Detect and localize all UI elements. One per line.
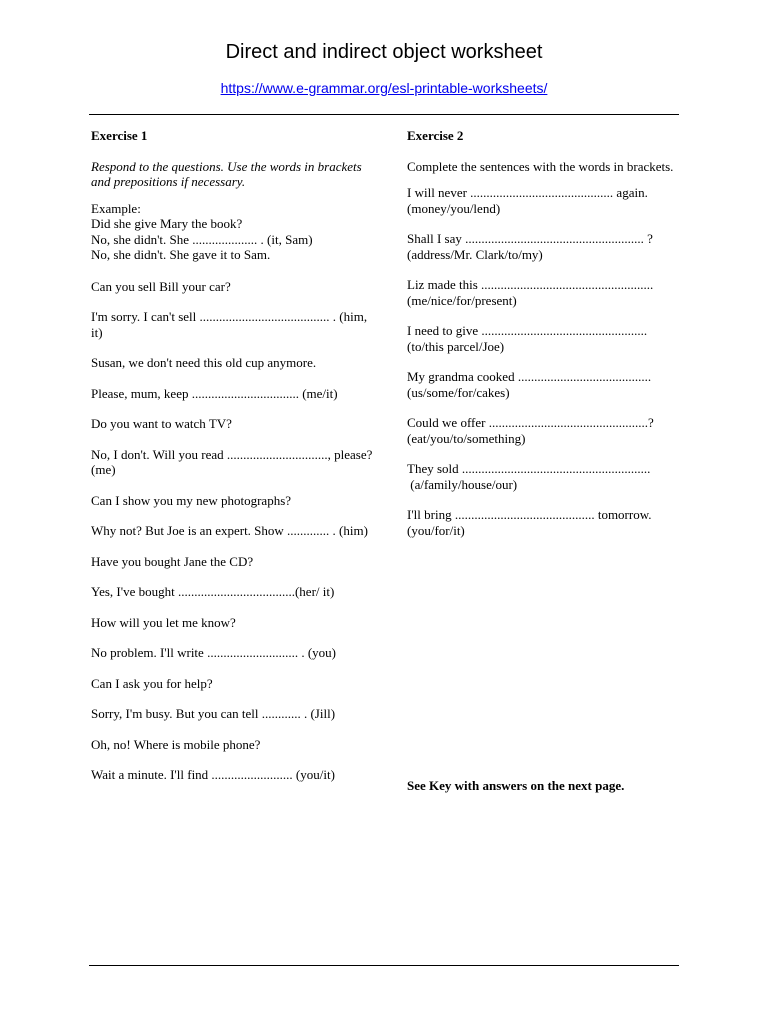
exercise-1-question: Do you want to watch TV?	[91, 416, 232, 431]
exercise-2-item	[407, 231, 679, 262]
exercise-2-item	[407, 369, 679, 400]
item-words: (you/for/it)	[407, 522, 465, 538]
item-words: (a/family/house/our)	[407, 476, 518, 492]
exercise-1-question: How will you let me know?	[91, 614, 236, 630]
item-words: (eat/you/to/something)	[407, 430, 526, 446]
exercise-1-column	[91, 128, 381, 798]
bottom-divider	[89, 965, 679, 966]
exercise-2-title: Exercise 2	[407, 128, 464, 143]
page-title: Direct and indirect object worksheet	[225, 41, 543, 63]
exercise-1-question: Can I show you my new photographs?	[91, 492, 292, 508]
exercise-2-item	[407, 277, 679, 308]
exercise-1-question: Susan, we don't need this old cup anymore.	[91, 355, 317, 370]
item-words: (address/Mr. Clark/to/my)	[407, 246, 543, 262]
item-words: (us/some/for/cakes)	[407, 384, 510, 400]
item-sentence: Shall I say ....................................................... ?	[407, 231, 653, 246]
exercise-1-answer: Yes, I've bought ....................................(her/ it)	[91, 584, 335, 599]
exercise-1-question: Can you sell Bill your car?	[91, 278, 231, 294]
exercise-2-instruction: Complete the sentences with the words in brackets.	[407, 158, 674, 174]
exercise-1-answer: I'm sorry. I can't sell ........................................ . (him, it)	[91, 309, 368, 340]
item-words: (to/this parcel/Joe)	[407, 338, 505, 354]
example-line: No, she didn't. She .................... . (it, Sam)	[91, 231, 313, 247]
example-line: Example:	[91, 200, 141, 216]
exercise-1-instruction: Respond to the questions. Use the words in brackets and prepositions if necessary.	[91, 158, 362, 189]
exercise-1-example	[91, 201, 381, 263]
exercise-2-item	[407, 507, 679, 538]
item-sentence: I will never ............................................ again.	[407, 185, 648, 200]
exercise-1-answer: Please, mum, keep ................................. (me/it)	[91, 385, 338, 401]
source-link[interactable]: https://www.e-grammar.org/esl-printable-worksheets/	[220, 80, 548, 96]
example-line: No, she didn't. She gave it to Sam.	[91, 247, 271, 262]
exercise-2-item	[407, 415, 679, 446]
item-sentence: Could we offer .................................................?	[407, 415, 654, 430]
example-line: Did she give Mary the book?	[91, 216, 243, 231]
exercise-1-question: Can I ask you for help?	[91, 675, 213, 691]
exercise-2-column	[407, 128, 679, 553]
exercise-2-item	[407, 461, 679, 492]
item-words: (me/nice/for/present)	[407, 292, 517, 308]
item-sentence: Liz made this .....................................................	[407, 277, 654, 292]
exercise-1-answer: Wait a minute. I'll find ......................... (you/it)	[91, 767, 335, 782]
item-sentence: I need to give ...................................................	[407, 323, 648, 338]
exercise-2-item	[407, 323, 679, 354]
exercise-1-question: Oh, no! Where is mobile phone?	[91, 736, 261, 752]
exercise-1-question: Have you bought Jane the CD?	[91, 553, 254, 569]
exercise-2-item	[407, 185, 679, 216]
exercise-1-answer: No problem. I'll write ............................ . (you)	[91, 645, 336, 660]
item-sentence: They sold ..........................................................	[407, 461, 651, 476]
exercise-1-answer: Why not? But Joe is an expert. Show ............. . (him)	[91, 523, 368, 538]
item-sentence: I'll bring ........................................... tomorrow.	[407, 507, 652, 522]
exercise-1-answer: No, I don't. Will you read ..............................., please? (me)	[91, 446, 373, 477]
answer-key-note: See Key with answers on the next page.	[407, 778, 625, 793]
exercise-1-answer: Sorry, I'm busy. But you can tell ............ . (Jill)	[91, 706, 336, 721]
top-divider	[89, 114, 679, 115]
exercise-1-title: Exercise 1	[91, 128, 148, 143]
item-words: (money/you/lend)	[407, 200, 501, 216]
item-sentence: My grandma cooked .........................................	[407, 369, 652, 384]
